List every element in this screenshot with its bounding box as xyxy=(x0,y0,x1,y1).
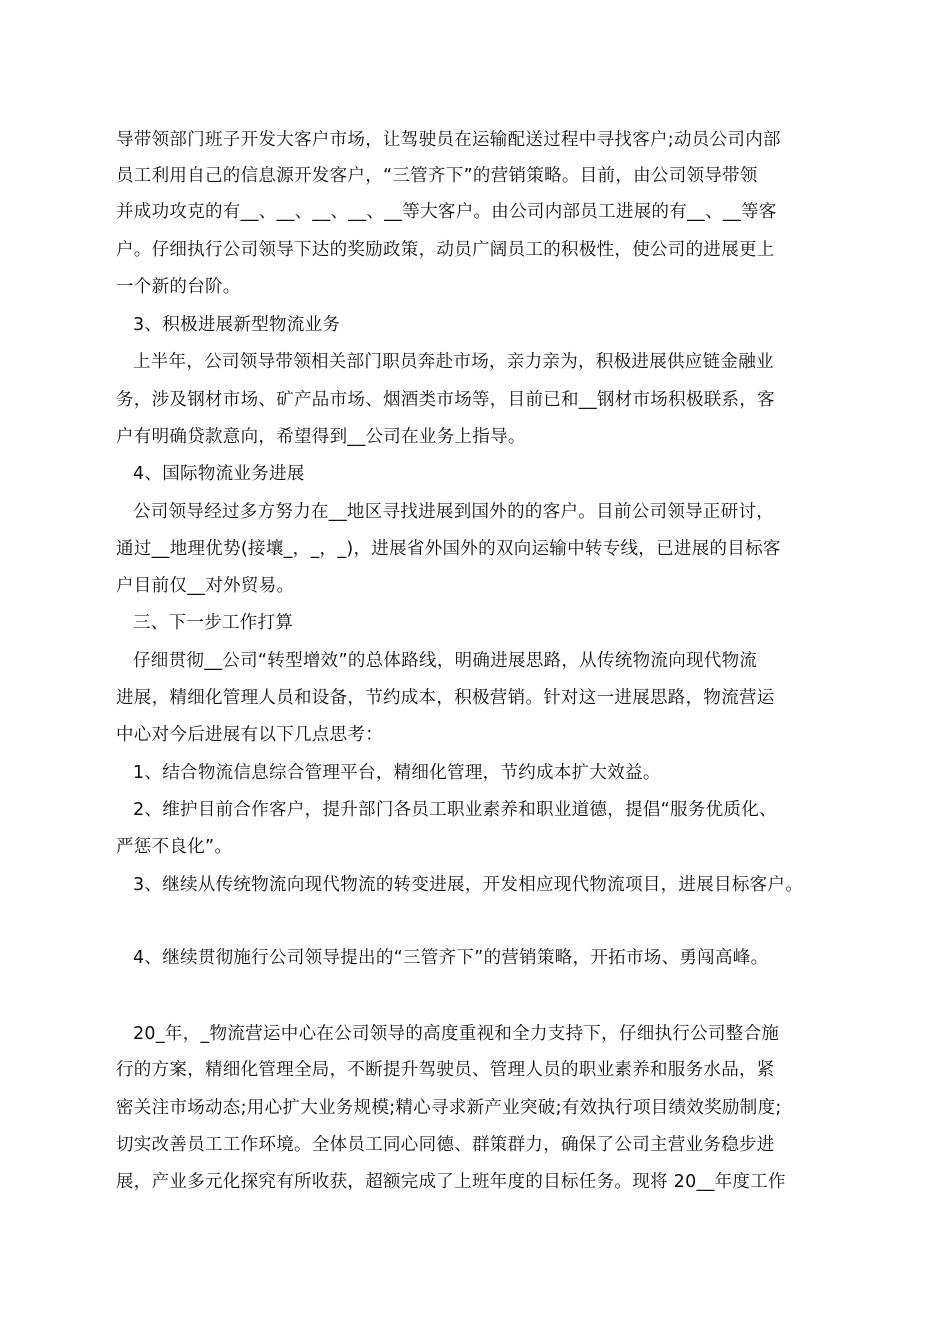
body-text-line: 进展，精细化管理人员和设备，节约成本，积极营销。针对这一进展思路，物流营运 xyxy=(116,688,775,708)
body-text-line: 中心对今后进展有以下几点思考： xyxy=(116,725,383,745)
section-heading: 三、下一步工作打算 xyxy=(133,613,294,633)
list-item: 1、结合物流信息综合管理平台，精细化管理，节约成本扩大效益。 xyxy=(133,763,661,783)
body-text-line: 20_年，_物流营运中心在公司领导的高度重视和全力支持下，仔细执行公司整合施 xyxy=(133,1024,780,1044)
body-text-line: 行的方案，精细化管理全局，不断提升驾驶员、管理人员的职业素养和服务水品，紧 xyxy=(116,1060,775,1080)
section-heading: 3、积极进展新型物流业务 xyxy=(133,315,341,335)
body-text-line: 密关注市场动态;用心扩大业务规模;精心寻求新产业突破;有效执行项目绩效奖励制度; xyxy=(116,1098,782,1118)
section-heading: 4、国际物流业务进展 xyxy=(133,464,305,484)
body-text-line: 一个新的台阶。 xyxy=(116,277,241,297)
body-text-line: 户目前仅__对外贸易。 xyxy=(116,576,295,596)
body-text-line: 户有明确贷款意向，希望得到__公司在业务上指导。 xyxy=(116,427,526,447)
body-text-line: 员工利用自己的信息源开发客户，“三管齐下”的营销策略。目前，由公司领导带领 xyxy=(116,166,758,186)
list-item: 3、继续从传统物流向现代物流的转变进展，开发相应现代物流项目，进展目标客户。 xyxy=(133,875,804,895)
body-text-line: 公司领导经过多方努力在__地区寻找进展到国外的的客户。目前公司领导正研讨， xyxy=(133,502,775,522)
list-item: 4、继续贯彻施行公司领导提出的“三管齐下”的营销策略，开拓市场、勇闯高峰。 xyxy=(133,948,769,968)
body-text-line: 仔细贯彻__公司“转型增效”的总体路线，明确进展思路，从传统物流向现代物流 xyxy=(133,651,758,671)
list-item: 2、维护目前合作客户，提升部门各员工职业素养和职业道德，提倡“服务优质化、 xyxy=(133,800,777,820)
body-text-line: 上半年，公司领导带领相关部门职员奔赴市场，亲力亲为，积极进展供应链金融业 xyxy=(133,352,774,372)
body-text-line: 通过__地理优势(接壤_，_，_)，进展省外国外的双向运输中转专线，已进展的目标客 xyxy=(116,539,781,559)
body-text-line: 展，产业多元化探究有所收获，超额完成了上班年度的目标任务。现将 20__年度工作 xyxy=(116,1172,786,1192)
body-text-line: 务，涉及钢材市场、矿产品市场、烟酒类市场等，目前已和__钢材市场积极联系，客 xyxy=(116,390,775,410)
body-text-line: 并成功攻克的有__、__、__、__、__等大客户。由公司内部员工进展的有__、__等客 xyxy=(116,202,777,222)
body-text-line: 切实改善员工工作环境。全体员工同心同德、群策群力，确保了公司主营业务稳步进 xyxy=(116,1135,775,1155)
list-item: 严惩不良化”。 xyxy=(116,837,233,857)
body-text-line: 户。仔细执行公司领导下达的奖励政策，动员广阔员工的积极性，使公司的进展更上 xyxy=(116,240,775,260)
body-text-line: 导带领部门班子开发大客户市场，让驾驶员在运输配送过程中寻找客户;动员公司内部 xyxy=(116,130,781,150)
